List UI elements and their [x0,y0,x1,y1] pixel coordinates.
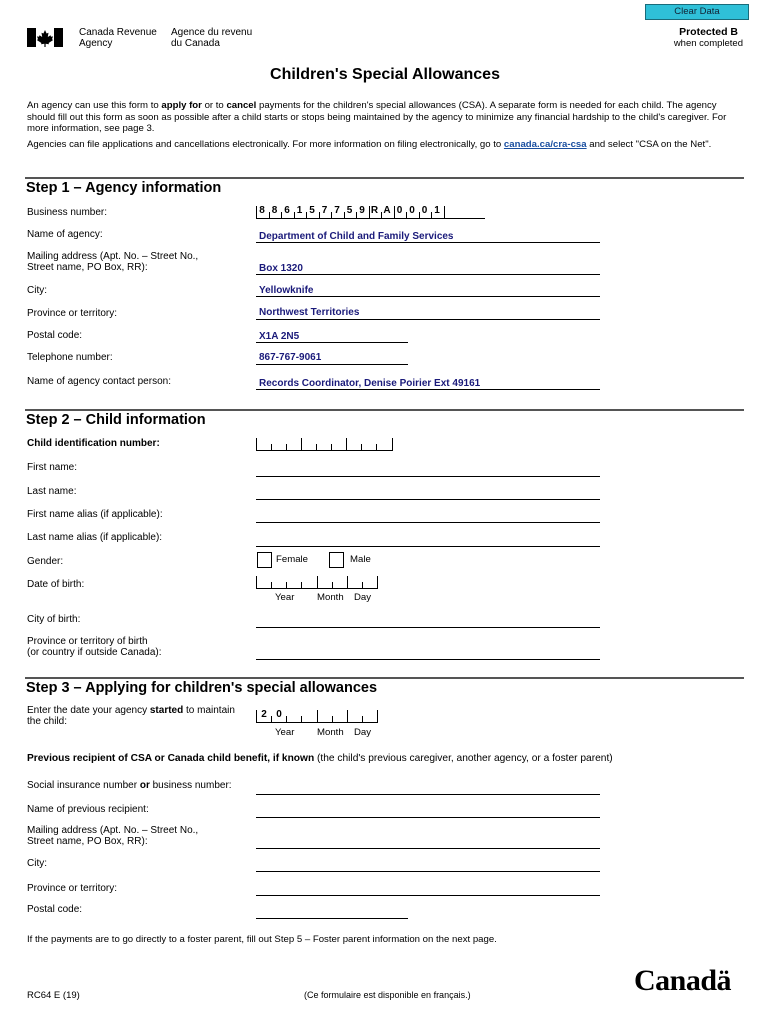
city-field[interactable] [256,296,600,297]
sin-bn-label [27,780,232,791]
bn-digit: 9 [359,205,365,216]
previous-recipient-note: (the child's previous caregiver, another agency, or a foster parent) [314,753,613,764]
dob-year-label: Year [275,592,295,603]
bn-digit: 8 [259,205,265,216]
intro-text: or to [201,100,227,111]
dob-month-label: Month [317,592,344,603]
previous-recipient-heading [27,753,613,764]
start-date-field[interactable] [256,710,378,723]
first-name-field[interactable] [256,476,600,477]
step3-divider [25,677,744,679]
start-year-digit: 0 [276,709,282,720]
province-value[interactable]: Northwest Territories [259,307,360,318]
business-number-label: Business number: [27,207,108,218]
child-id-label: Child identification number: [27,438,160,449]
mailing-address-field[interactable] [256,274,600,275]
step1-divider [25,177,744,179]
agency-name-fr [171,27,252,49]
form-code: RC64 E (19) [27,990,80,1001]
start-label-text: Enter the date your agency [27,705,150,716]
intro-bold-cancel: cancel [226,100,257,111]
intro-text: An agency can use this form to [27,100,162,111]
form-title: Children's Special Allowances [270,66,500,83]
sin-label-text: Social insurance number [27,780,140,791]
bn-digit: 5 [346,205,353,216]
start-date-label [27,705,235,727]
child-id-field[interactable] [256,438,393,451]
sin-bn-field[interactable] [256,794,600,795]
dob-label: Date of birth: [27,579,85,590]
prev-city-label: City: [27,858,47,869]
telephone-field[interactable] [256,364,408,365]
bn-program-letter: R [370,205,379,216]
agency-name-field[interactable] [256,242,600,243]
french-availability-note: (Ce formulaire est disponible en français.) [304,990,471,1000]
sin-label-or: or [139,780,150,791]
postal-code-field[interactable] [256,342,408,343]
start-label-text: to maintain [183,705,235,716]
sin-label-text: business number: [149,780,232,791]
prev-postal-label: Postal code: [27,904,83,915]
bn-ref-digit: 1 [434,205,440,216]
agency-fr-line2: du Canada [171,38,220,49]
province-label: Province or territory: [27,308,118,319]
start-label-line2: the child: [27,716,68,727]
city-label: City: [27,285,47,296]
first-alias-label: First name alias (if applicable): [27,509,163,520]
agency-name-en [79,27,157,49]
male-label: Male [350,554,371,565]
start-label-bold: started [149,705,184,716]
female-checkbox[interactable] [257,552,272,568]
previous-recipient-name-label: Name of previous recipient: [27,804,149,815]
bn-ref-digit: 0 [396,205,403,216]
start-year-digit: 2 [261,709,267,720]
first-alias-field[interactable] [256,522,600,523]
agency-name-value[interactable]: Department of Child and Family Services [259,231,454,242]
previous-recipient-name-field[interactable] [256,817,600,818]
dob-day-label: Day [354,592,372,603]
city-of-birth-field[interactable] [256,627,600,628]
last-alias-field[interactable] [256,546,600,547]
first-name-label: First name: [27,462,78,473]
dob-field[interactable] [256,576,378,589]
prev-city-field[interactable] [256,871,600,872]
city-value[interactable]: Yellowknife [259,285,314,296]
male-checkbox[interactable] [329,552,344,568]
intro-text: and select "CSA on the Net". [586,139,712,150]
bn-ref-digit: 0 [409,205,415,216]
protected-b-label: Protected B [679,26,738,38]
prev-mailing-field[interactable] [256,848,600,849]
start-month-label: Month [317,727,344,738]
postal-code-label: Postal code: [27,330,83,341]
bn-digit: 6 [284,205,290,216]
mailing-address-label [27,251,198,273]
last-name-label: Last name: [27,486,77,497]
bn-digit: 7 [321,205,328,216]
contact-person-field[interactable] [256,389,600,390]
province-field[interactable] [256,319,600,320]
agency-en-line1: Canada Revenue [79,27,157,38]
last-name-field[interactable] [256,499,600,500]
prev-province-field[interactable] [256,895,600,896]
prev-postal-field[interactable] [256,918,408,919]
province-of-birth-field[interactable] [256,659,600,660]
bn-digit: 8 [271,205,278,216]
csa-link[interactable]: canada.ca/cra-csa [503,139,587,150]
intro-paragraph-1 [27,100,739,135]
intro-paragraph-2 [27,139,717,151]
bn-digit: 1 [296,205,303,216]
city-of-birth-label: City of birth: [27,614,81,625]
foster-parent-note: If the payments are to go directly to a foster parent, fill out Step 5 – Foster parent information on the next page. [27,934,497,945]
step2-heading: Step 2 – Child information [26,412,206,428]
female-label: Female [276,554,308,565]
last-alias-label: Last name alias (if applicable): [27,532,163,543]
bn-program-letter: A [383,205,391,216]
canada-wordmark: Canadä [634,964,732,997]
prev-mailing-label [27,825,198,847]
telephone-value[interactable]: 867-767-9061 [259,352,322,363]
step3-heading: Step 3 – Applying for children's special allowances [26,680,378,696]
contact-person-value[interactable]: Records Coordinator, Denise Poirier Ext 49161 [259,378,481,389]
clear-data-button[interactable]: Clear Data [645,4,749,20]
when-completed-label: when completed [673,38,743,49]
intro-text: Agencies can file applications and cancellations electronically. For more information on filing electronically, go to [27,139,504,150]
prev-mailing-line1: Mailing address (Apt. No. – Street No., [27,825,199,836]
prev-province-label: Province or territory: [27,883,118,894]
bn-digit: 7 [334,205,340,216]
mailing-label-line1: Mailing address (Apt. No. – Street No., [27,251,199,262]
prov-birth-line1: Province or territory of birth [27,636,148,647]
mailing-address-value[interactable]: Box 1320 [259,263,303,274]
intro-bold-apply: apply for [161,100,202,111]
business-number-field[interactable] [256,206,485,219]
start-day-label: Day [354,727,372,738]
step1-heading: Step 1 – Agency information [26,180,222,196]
postal-code-value[interactable]: X1A 2N5 [259,331,300,342]
mailing-label-line2: Street name, PO Box, RR): [27,262,148,273]
intro-text: payments for the children's special allowances (CSA). A separate form is needed for each child. The agency should fill out this form as soon as possible after a child starts or stops being maintained by the agency to minimize any financial hardship to the child's caregiver. For more information, see page 3. [27,100,727,134]
agency-name-label: Name of agency: [27,229,103,240]
agency-en-line2: Agency [79,38,113,49]
previous-recipient-bold: Previous recipient of CSA or Canada child benefit, if known [27,753,315,764]
canada-flag-icon [27,28,63,47]
province-of-birth-label [27,636,162,658]
gender-label: Gender: [27,556,64,567]
start-year-label: Year [275,727,295,738]
bn-digit: 5 [309,205,315,216]
bn-ref-digit: 0 [421,205,428,216]
prov-birth-line2: (or country if outside Canada): [27,647,162,658]
telephone-label: Telephone number: [27,352,113,363]
contact-person-label: Name of agency contact person: [27,376,171,387]
agency-fr-line1: Agence du revenu [171,27,253,38]
prev-mailing-line2: Street name, PO Box, RR): [27,836,148,847]
step2-divider [25,409,744,411]
